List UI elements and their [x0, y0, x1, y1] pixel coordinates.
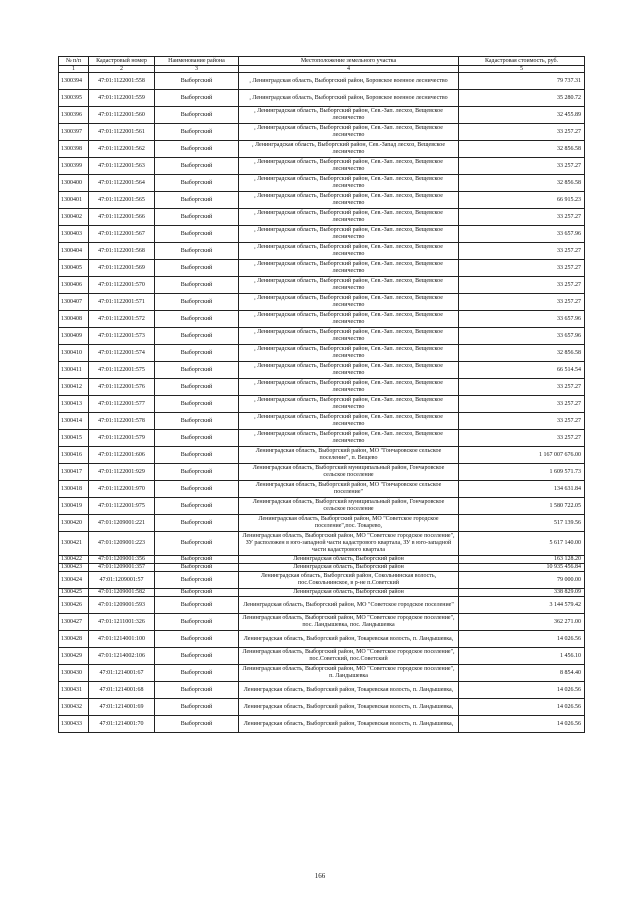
cadastral-value-cell: 14 026.56	[459, 682, 585, 699]
table-row	[59, 682, 585, 699]
row-number-cell: 1300424	[59, 572, 89, 589]
cadastral-value-cell: 35 280.72	[459, 90, 585, 107]
table-row	[59, 311, 585, 328]
district-name-cell: Выборгский	[155, 564, 239, 572]
cadastral-value-cell: 8 854.40	[459, 665, 585, 682]
location-cell: , Ленинградская область, Выборгский район, Сев.-Зап. лесхоз, Вещевское лесничество	[239, 209, 459, 226]
district-name-cell: Выборгский	[155, 396, 239, 413]
cadastral-number-cell: 47:01:1122001:577	[89, 396, 155, 413]
cadastral-value-cell: 14 026.56	[459, 699, 585, 716]
location-cell: Ленинградская область, Выборгский муниципальный район, Гончаровское сельское поселение	[239, 464, 459, 481]
district-name-cell: Выборгский	[155, 481, 239, 498]
location-cell: , Ленинградская область, Выборгский район, Боровское военное лесничество	[239, 90, 459, 107]
location-cell: Ленинградская область, Выборгский район, МО "Советское городское поселение",пос. Токарево,	[239, 515, 459, 532]
table-row	[59, 192, 585, 209]
cadastral-value-cell: 33 257.27	[459, 277, 585, 294]
cadastral-value-cell: 10 935 456.84	[459, 564, 585, 572]
row-number-cell: 1300425	[59, 589, 89, 597]
row-number-cell: 1300408	[59, 311, 89, 328]
column-number: 3	[155, 66, 239, 73]
table-row	[59, 572, 585, 589]
district-name-cell: Выборгский	[155, 464, 239, 481]
row-number-cell: 1300416	[59, 447, 89, 464]
cadastral-number-cell: 47:01:1122001:562	[89, 141, 155, 158]
district-name-cell: Выборгский	[155, 260, 239, 277]
row-number-cell: 1300410	[59, 345, 89, 362]
page-number: 166	[314, 872, 326, 880]
cadastral-number-cell: 47:01:1122001:559	[89, 90, 155, 107]
cadastral-value-cell: 134 631.84	[459, 481, 585, 498]
cadastral-number-cell: 47:01:1122001:569	[89, 260, 155, 277]
cadastral-number-cell: 47:01:1214002:106	[89, 648, 155, 665]
cadastral-number-cell: 47:01:1122001:563	[89, 158, 155, 175]
row-number-cell: 1300407	[59, 294, 89, 311]
cadastral-value-cell: 517 139.56	[459, 515, 585, 532]
header-cadastral-value: Кадастровая стоимость, руб.	[459, 57, 585, 66]
cadastral-value-cell: 66 514.54	[459, 362, 585, 379]
cadastral-number-cell: 47:01:1122001:975	[89, 498, 155, 515]
district-name-cell: Выборгский	[155, 73, 239, 90]
location-cell: , Ленинградская область, Выборгский район, Сев.-Зап. лесхоз, Вещевское лесничество	[239, 260, 459, 277]
location-cell: Ленинградская область, Выборгский район, МО "Советское городское поселение", п. Ландышевка	[239, 665, 459, 682]
cadastral-number-cell: 47:01:1209001:221	[89, 515, 155, 532]
row-number-cell: 1300423	[59, 564, 89, 572]
column-number-row	[59, 66, 585, 73]
location-cell: , Ленинградская область, Выборгский район, Сев.-Зап. лесхоз, Вещевское лесничество	[239, 192, 459, 209]
cadastral-number-cell: 47:01:1122001:929	[89, 464, 155, 481]
cadastral-value-cell: 33 257.27	[459, 294, 585, 311]
location-cell: , Ленинградская область, Выборгский район, Сев.-Зап. лесхоз, Вещевское лесничество	[239, 413, 459, 430]
row-number-cell: 1300419	[59, 498, 89, 515]
row-number-cell: 1300402	[59, 209, 89, 226]
table-row	[59, 648, 585, 665]
cadastral-value-cell: 33 257.27	[459, 209, 585, 226]
table-row	[59, 515, 585, 532]
table-row	[59, 328, 585, 345]
row-number-cell: 1300426	[59, 597, 89, 614]
row-number-cell: 1300422	[59, 556, 89, 564]
cadastral-value-cell: 66 915.23	[459, 192, 585, 209]
cadastral-number-cell: 47:01:1122001:558	[89, 73, 155, 90]
cadastral-number-cell: 47:01:1211001:326	[89, 614, 155, 631]
table-row	[59, 481, 585, 498]
district-name-cell: Выборгский	[155, 294, 239, 311]
location-cell: , Ленинградская область, Выборгский район, Сев.-Зап. лесхоз, Вещевское лесничество	[239, 379, 459, 396]
table-row	[59, 699, 585, 716]
location-cell: Ленинградская область, Выборгский район, МО "Советское городское поселение", пос. Ландышевка, пос. Ландышевка	[239, 614, 459, 631]
cadastral-value-cell: 1 456.10	[459, 648, 585, 665]
district-name-cell: Выборгский	[155, 430, 239, 447]
row-number-cell: 1300414	[59, 413, 89, 430]
cadastral-value-cell: 32 856.58	[459, 175, 585, 192]
row-number-cell: 1300412	[59, 379, 89, 396]
location-cell: Ленинградская область, Выборгский район, Токаревская волость, п. Ландышевка,	[239, 716, 459, 733]
district-name-cell: Выборгский	[155, 175, 239, 192]
district-name-cell: Выборгский	[155, 614, 239, 631]
row-number-cell: 1300401	[59, 192, 89, 209]
row-number-cell: 1300411	[59, 362, 89, 379]
cadastral-table-container	[58, 56, 584, 733]
district-name-cell: Выборгский	[155, 243, 239, 260]
cadastral-value-cell: 32 856.58	[459, 141, 585, 158]
cadastral-value-cell: 33 257.27	[459, 396, 585, 413]
row-number-cell: 1300397	[59, 124, 89, 141]
cadastral-value-cell: 33 657.96	[459, 311, 585, 328]
cadastral-number-cell: 47:01:1209001:582	[89, 589, 155, 597]
cadastral-value-cell: 14 026.56	[459, 631, 585, 648]
district-name-cell: Выборгский	[155, 515, 239, 532]
row-number-cell: 1300428	[59, 631, 89, 648]
column-number: 5	[459, 66, 585, 73]
district-name-cell: Выборгский	[155, 682, 239, 699]
table-row	[59, 589, 585, 597]
location-cell: , Ленинградская область, Выборгский район, Сев.-Зап. лесхоз, Вещевское лесничество	[239, 243, 459, 260]
location-cell: , Ленинградская область, Выборгский район, Сев.-Зап. лесхоз, Вещевское лесничество	[239, 311, 459, 328]
district-name-cell: Выборгский	[155, 328, 239, 345]
cadastral-number-cell: 47:01:1122001:571	[89, 294, 155, 311]
row-number-cell: 1300400	[59, 175, 89, 192]
district-name-cell: Выборгский	[155, 158, 239, 175]
cadastral-value-cell: 1 609 571.73	[459, 464, 585, 481]
row-number-cell: 1300418	[59, 481, 89, 498]
location-cell: Ленинградская область, Выборгский район, Токаревская волость, п. Ландышевка,	[239, 699, 459, 716]
cadastral-value-cell: 79 000.00	[459, 572, 585, 589]
cadastral-number-cell: 47:01:1214001:67	[89, 665, 155, 682]
cadastral-value-cell: 33 257.27	[459, 260, 585, 277]
table-row	[59, 665, 585, 682]
row-number-cell: 1300429	[59, 648, 89, 665]
row-number-cell: 1300431	[59, 682, 89, 699]
location-cell: Ленинградская область, Выборгский район, МО "Советское городское поселение"	[239, 597, 459, 614]
cadastral-number-cell: 47:01:1209001:357	[89, 564, 155, 572]
cadastral-value-cell: 1 167 007 676.00	[459, 447, 585, 464]
location-cell: Ленинградская область, Выборгский район, Токаревская волость, п. Ландышевка,	[239, 682, 459, 699]
header-row-number: № п/п	[59, 57, 89, 66]
cadastral-value-cell: 33 257.27	[459, 158, 585, 175]
district-name-cell: Выборгский	[155, 589, 239, 597]
cadastral-value-table	[58, 56, 585, 733]
location-cell: , Ленинградская область, Выборгский район, Сев.-Зап. лесхоз, Вещевское лесничество	[239, 294, 459, 311]
location-cell: , Ленинградская область, Выборгский район, Сев.-Зап. лесхоз, Вещевское лесничество	[239, 158, 459, 175]
row-number-cell: 1300430	[59, 665, 89, 682]
cadastral-number-cell: 47:01:1122001:606	[89, 447, 155, 464]
row-number-cell: 1300403	[59, 226, 89, 243]
table-row	[59, 345, 585, 362]
cadastral-value-cell: 33 257.27	[459, 243, 585, 260]
table-row	[59, 413, 585, 430]
table-row	[59, 464, 585, 481]
district-name-cell: Выборгский	[155, 90, 239, 107]
table-row	[59, 158, 585, 175]
location-cell: , Ленинградская область, Выборгский район, Боровское военное лесничество	[239, 73, 459, 90]
row-number-cell: 1300420	[59, 515, 89, 532]
cadastral-value-cell: 79 737.31	[459, 73, 585, 90]
district-name-cell: Выборгский	[155, 226, 239, 243]
location-cell: , Ленинградская область, Выборгский район, Сев.-Зап. лесхоз, Вещевское лесничество	[239, 175, 459, 192]
location-cell: Ленинградская область, Выборгский район, Токаревская волость, п. Ландышевка,	[239, 631, 459, 648]
district-name-cell: Выборгский	[155, 648, 239, 665]
location-cell: , Ленинградская область, Выборгский район, Сев.-Зап. лесхоз, Вещевское лесничество	[239, 124, 459, 141]
cadastral-value-cell: 362 271.00	[459, 614, 585, 631]
table-row	[59, 124, 585, 141]
table-row	[59, 614, 585, 631]
location-cell: , Ленинградская область, Выборгский район, Сев.-Зап. лесхоз, Вещевское лесничество	[239, 362, 459, 379]
table-row	[59, 396, 585, 413]
location-cell: Ленинградская область, Выборгский район	[239, 564, 459, 572]
cadastral-value-cell: 5 617 140.00	[459, 532, 585, 556]
location-cell: Ленинградская область, Выборгский район	[239, 589, 459, 597]
row-number-cell: 1300396	[59, 107, 89, 124]
table-row	[59, 209, 585, 226]
location-cell: Ленинградская область, Выборгский район, МО "Гончаровское сельское поселение", п. Вещево	[239, 447, 459, 464]
table-row	[59, 226, 585, 243]
cadastral-number-cell: 47:01:1122001:560	[89, 107, 155, 124]
table-header-row	[59, 57, 585, 66]
cadastral-number-cell: 47:01:1122001:570	[89, 277, 155, 294]
column-number: 2	[89, 66, 155, 73]
location-cell: , Ленинградская область, Выборгский район, Сев.-Зап. лесхоз, Вещевское лесничество	[239, 345, 459, 362]
district-name-cell: Выборгский	[155, 141, 239, 158]
table-row	[59, 447, 585, 464]
cadastral-number-cell: 47:01:1122001:564	[89, 175, 155, 192]
column-number: 4	[239, 66, 459, 73]
cadastral-value-cell: 33 257.27	[459, 430, 585, 447]
district-name-cell: Выборгский	[155, 532, 239, 556]
row-number-cell: 1300409	[59, 328, 89, 345]
location-cell: , Ленинградская область, Выборгский район, Сев.-Зап. лесхоз, Вещевское лесничество	[239, 396, 459, 413]
district-name-cell: Выборгский	[155, 362, 239, 379]
location-cell: Ленинградская область, Выборгский район, МО "Советское городское поселение", пос.Советский, пос.Советский	[239, 648, 459, 665]
cadastral-value-cell: 32 455.89	[459, 107, 585, 124]
district-name-cell: Выборгский	[155, 556, 239, 564]
header-cadastral-number: Кадастровый номер	[89, 57, 155, 66]
district-name-cell: Выборгский	[155, 447, 239, 464]
table-row	[59, 430, 585, 447]
column-number: 1	[59, 66, 89, 73]
location-cell: , Ленинградская область, Выборгский район, Сев.-Зап. лесхоз, Вещевское лесничество	[239, 430, 459, 447]
location-cell: , Ленинградская область, Выборгский район, Сев.-Зап. лесхоз, Вещевское лесничество	[239, 328, 459, 345]
table-row	[59, 277, 585, 294]
cadastral-value-cell: 14 026.56	[459, 716, 585, 733]
cadastral-value-cell: 3 144 579.42	[459, 597, 585, 614]
row-number-cell: 1300404	[59, 243, 89, 260]
cadastral-number-cell: 47:01:1122001:576	[89, 379, 155, 396]
table-row	[59, 107, 585, 124]
row-number-cell: 1300432	[59, 699, 89, 716]
district-name-cell: Выборгский	[155, 192, 239, 209]
cadastral-number-cell: 47:01:1214001:69	[89, 699, 155, 716]
district-name-cell: Выборгский	[155, 699, 239, 716]
table-row	[59, 90, 585, 107]
cadastral-number-cell: 47:01:1214001:68	[89, 682, 155, 699]
district-name-cell: Выборгский	[155, 413, 239, 430]
cadastral-value-cell: 32 856.58	[459, 345, 585, 362]
row-number-cell: 1300398	[59, 141, 89, 158]
header-district-name: Наименование района	[155, 57, 239, 66]
cadastral-number-cell: 47:01:1122001:970	[89, 481, 155, 498]
cadastral-value-cell: 1 580 722.05	[459, 498, 585, 515]
row-number-cell: 1300405	[59, 260, 89, 277]
row-number-cell: 1300399	[59, 158, 89, 175]
location-cell: Ленинградская область, Выборгский муниципальный район, Гончаровское сельское поселение	[239, 498, 459, 515]
cadastral-value-cell: 163 128.20	[459, 556, 585, 564]
district-name-cell: Выборгский	[155, 345, 239, 362]
cadastral-number-cell: 47:01:1122001:575	[89, 362, 155, 379]
location-cell: , Ленинградская область, Выборгский район, Сев.-Зап. лесхоз, Вещевское лесничество	[239, 226, 459, 243]
district-name-cell: Выборгский	[155, 572, 239, 589]
cadastral-number-cell: 47:01:1122001:566	[89, 209, 155, 226]
table-row	[59, 73, 585, 90]
district-name-cell: Выборгский	[155, 498, 239, 515]
table-body	[59, 73, 585, 733]
row-number-cell: 1300433	[59, 716, 89, 733]
cadastral-value-cell: 33 257.27	[459, 413, 585, 430]
row-number-cell: 1300415	[59, 430, 89, 447]
table-row	[59, 362, 585, 379]
table-row	[59, 379, 585, 396]
cadastral-number-cell: 47:01:1209001:356	[89, 556, 155, 564]
row-number-cell: 1300395	[59, 90, 89, 107]
location-cell: Ленинградская область, Выборгский район, Сокольнинская волость, пос.Сокольнинское, в р-не п.Советский	[239, 572, 459, 589]
table-row	[59, 294, 585, 311]
location-cell: Ленинградская область, Выборгский район, МО "Гончаровское сельское поселение"	[239, 481, 459, 498]
row-number-cell: 1300427	[59, 614, 89, 631]
district-name-cell: Выборгский	[155, 311, 239, 328]
district-name-cell: Выборгский	[155, 379, 239, 396]
cadastral-value-cell: 338 829.09	[459, 589, 585, 597]
district-name-cell: Выборгский	[155, 124, 239, 141]
district-name-cell: Выборгский	[155, 107, 239, 124]
cadastral-number-cell: 47:01:1122001:568	[89, 243, 155, 260]
location-cell: , Ленинградская область, Выборгский район, Сев.-Зап. лесхоз, Вещевское лесничество	[239, 277, 459, 294]
header-location: Местоположение земельного участка	[239, 57, 459, 66]
cadastral-number-cell: 47:01:1209001:593	[89, 597, 155, 614]
cadastral-number-cell: 47:01:1122001:578	[89, 413, 155, 430]
cadastral-value-cell: 33 257.27	[459, 379, 585, 396]
row-number-cell: 1300417	[59, 464, 89, 481]
table-row	[59, 498, 585, 515]
location-cell: , Ленинградская область, Выборгский район, Сев.-Запад лесхоз, Вещевское лесничество	[239, 141, 459, 158]
location-cell: Ленинградская область, Выборгский район, МО "Советское городское поселение", ЗУ расположен в юго-западной части кадастрового квартала, ЗУ в юго-западной части кадастрового квартала	[239, 532, 459, 556]
location-cell: Ленинградская область, Выборгский район	[239, 556, 459, 564]
district-name-cell: Выборгский	[155, 665, 239, 682]
row-number-cell: 1300406	[59, 277, 89, 294]
table-row	[59, 631, 585, 648]
row-number-cell: 1300421	[59, 532, 89, 556]
table-row	[59, 564, 585, 572]
cadastral-value-cell: 33 657.96	[459, 328, 585, 345]
cadastral-value-cell: 33 657.96	[459, 226, 585, 243]
table-row	[59, 556, 585, 564]
district-name-cell: Выборгский	[155, 597, 239, 614]
table-row	[59, 532, 585, 556]
district-name-cell: Выборгский	[155, 631, 239, 648]
table-row	[59, 597, 585, 614]
cadastral-number-cell: 47:01:1122001:572	[89, 311, 155, 328]
table-row	[59, 175, 585, 192]
district-name-cell: Выборгский	[155, 716, 239, 733]
row-number-cell: 1300394	[59, 73, 89, 90]
cadastral-value-cell: 33 257.27	[459, 124, 585, 141]
table-row	[59, 260, 585, 277]
cadastral-number-cell: 47:01:1122001:573	[89, 328, 155, 345]
table-row	[59, 716, 585, 733]
cadastral-number-cell: 47:01:1122001:561	[89, 124, 155, 141]
district-name-cell: Выборгский	[155, 209, 239, 226]
cadastral-number-cell: 47:01:1122001:565	[89, 192, 155, 209]
cadastral-number-cell: 47:01:1122001:567	[89, 226, 155, 243]
cadastral-number-cell: 47:01:1122001:574	[89, 345, 155, 362]
district-name-cell: Выборгский	[155, 277, 239, 294]
row-number-cell: 1300413	[59, 396, 89, 413]
cadastral-number-cell: 47:01:1209001:223	[89, 532, 155, 556]
cadastral-number-cell: 47:01:1214001:70	[89, 716, 155, 733]
cadastral-number-cell: 47:01:1214001:100	[89, 631, 155, 648]
cadastral-number-cell: 47:01:1209001:57	[89, 572, 155, 589]
table-row	[59, 141, 585, 158]
table-row	[59, 243, 585, 260]
cadastral-number-cell: 47:01:1122001:579	[89, 430, 155, 447]
location-cell: , Ленинградская область, Выборгский район, Сев.-Зап. лесхоз, Вещевское лесничество	[239, 107, 459, 124]
